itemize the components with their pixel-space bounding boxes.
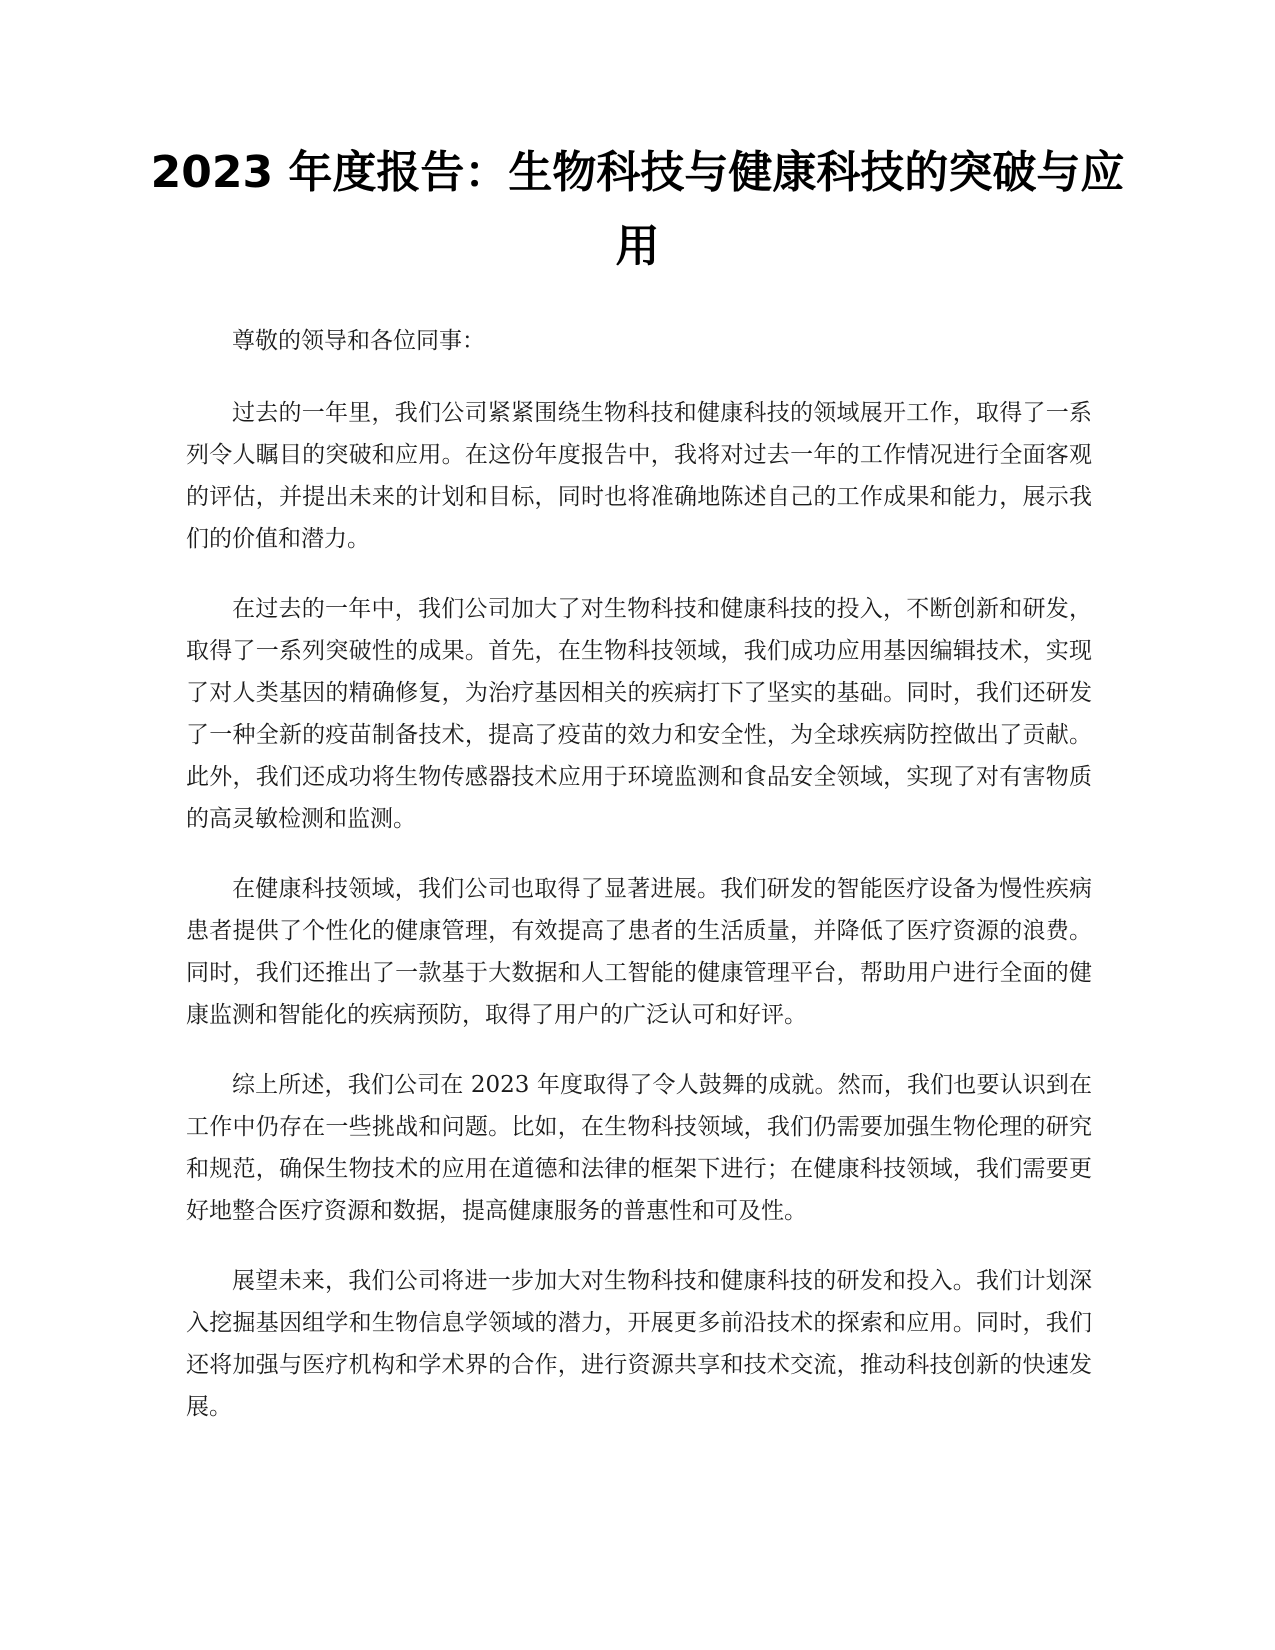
paragraph-intro: 过去的一年里，我们公司紧紧围绕生物科技和健康科技的领域展开工作，取得了一系列令人瞩目的突破和应用。在这份年度报告中，我将对过去一年的工作情况进行全面客观的评估，并提出未来的计划和目标，同时也将准确地陈述自己的工作成果和能力，展示我们的价值和潜力。 (186, 400, 1092, 552)
paragraph-biotech-achievements: 在过去的一年中，我们公司加大了对生物科技和健康科技的投入，不断创新和研发，取得了一系列突破性的成果。首先，在生物科技领域，我们成功应用基因编辑技术，实现了对人类基因的精确修复，为治疗基因相关的疾病打下了坚实的基础。同时，我们还研发了一种全新的疫苗制备技术，提高了疫苗的效力和安全性，为全球疾病防控做出了贡献。此外，我们还成功将生物传感器技术应用于环境监测和食品安全领域，实现了对有害物质的高灵敏检测和监测。 (186, 596, 1092, 832)
salutation: 尊敬的领导和各位同事： (232, 328, 485, 354)
document-body (186, 320, 1092, 1456)
document-title: 2023 年度报告：生物科技与健康科技的突破与应用 (150, 147, 1125, 272)
paragraph-outlook: 展望未来，我们公司将进一步加大对生物科技和健康科技的研发和投入。我们计划深入挖掘基因组学和生物信息学领域的潜力，开展更多前沿技术的探索和应用。同时，我们还将加强与医疗机构和学术界的合作，进行资源共享和技术交流，推动科技创新的快速发展。 (186, 1268, 1092, 1420)
paragraph-summary-challenges: 综上所述，我们公司在 2023 年度取得了令人鼓舞的成就。然而，我们也要认识到在工作中仍存在一些挑战和问题。比如，在生物科技领域，我们仍需要加强生物伦理的研究和规范，确保生物技术的应用在道德和法律的框架下进行；在健康科技领域，我们需要更好地整合医疗资源和数据，提高健康服务的普惠性和可及性。 (186, 1072, 1092, 1224)
paragraph-health-tech-achievements: 在健康科技领域，我们公司也取得了显著进展。我们研发的智能医疗设备为慢性疾病患者提供了个性化的健康管理，有效提高了患者的生活质量，并降低了医疗资源的浪费。同时，我们还推出了一款基于大数据和人工智能的健康管理平台，帮助用户进行全面的健康监测和智能化的疾病预防，取得了用户的广泛认可和好评。 (186, 876, 1092, 1028)
